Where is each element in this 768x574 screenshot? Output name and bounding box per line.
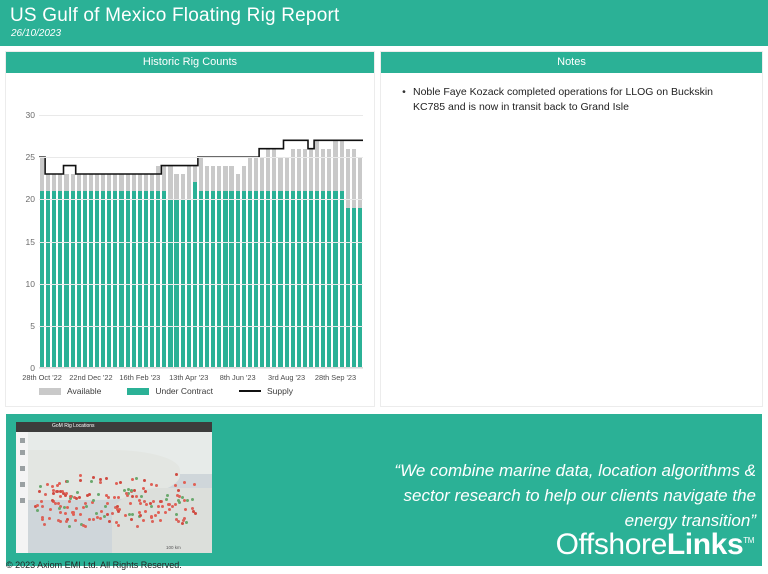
brand-tm: TM bbox=[743, 536, 754, 545]
map-scale-label: 100 km bbox=[166, 545, 181, 550]
y-axis-tick-label: 25 bbox=[25, 152, 35, 163]
map-rig-marker bbox=[107, 496, 110, 499]
map-rig-marker bbox=[68, 500, 71, 503]
map-rig-marker bbox=[175, 513, 178, 516]
map-rig-marker bbox=[150, 483, 153, 486]
map-rig-marker bbox=[75, 497, 78, 500]
map-rig-marker bbox=[178, 501, 181, 504]
legend-swatch-available bbox=[39, 388, 61, 395]
gridline bbox=[39, 284, 363, 285]
map-tool-sidebar[interactable] bbox=[16, 432, 28, 553]
map-rig-marker bbox=[99, 517, 102, 520]
map-rig-marker bbox=[138, 499, 141, 502]
map-rig-marker bbox=[59, 520, 62, 523]
map-rig-marker bbox=[130, 518, 133, 521]
y-axis-tick-label: 15 bbox=[25, 236, 35, 247]
map-rig-marker bbox=[186, 499, 189, 502]
copyright-text: © 2023 Axiom EMI Ltd. All Rights Reserved. bbox=[6, 560, 182, 570]
map-rig-marker bbox=[56, 490, 59, 493]
map-rig-marker bbox=[59, 490, 62, 493]
x-axis-tick-label: 16th Feb '23 bbox=[119, 373, 161, 382]
legend-label: Under Contract bbox=[155, 386, 213, 396]
map-rig-marker bbox=[119, 481, 122, 484]
map-rig-marker bbox=[57, 502, 60, 505]
map-rig-marker bbox=[129, 502, 132, 505]
map-rig-marker bbox=[64, 494, 67, 497]
map-measure-icon[interactable] bbox=[20, 482, 25, 487]
map-rig-marker bbox=[185, 521, 188, 524]
map-rig-marker bbox=[174, 503, 177, 506]
footer-band bbox=[6, 414, 762, 566]
brand-second-word: Links bbox=[666, 528, 744, 561]
gridline bbox=[39, 326, 363, 327]
x-axis-tick-label: 3rd Aug '23 bbox=[267, 373, 306, 382]
map-rig-marker bbox=[46, 483, 49, 486]
map-rig-marker bbox=[177, 520, 180, 523]
y-axis-tick-label: 0 bbox=[30, 363, 35, 373]
x-axis-tick-label: 8th Jun '23 bbox=[219, 373, 256, 382]
gridline bbox=[39, 157, 363, 158]
note-item bbox=[395, 85, 748, 115]
map-rig-marker bbox=[105, 477, 108, 480]
map-rig-marker bbox=[161, 505, 164, 508]
map-rig-marker bbox=[76, 491, 79, 494]
map-rig-marker bbox=[194, 512, 197, 515]
map-rig-marker bbox=[108, 520, 111, 523]
x-axis-tick-label: 28th Oct '22 bbox=[22, 373, 62, 382]
map-rig-marker bbox=[36, 509, 39, 512]
map-toolbar bbox=[16, 422, 212, 432]
map-rig-marker bbox=[175, 473, 178, 476]
map-rig-marker bbox=[144, 490, 147, 493]
notes-panel-header: Notes bbox=[381, 52, 762, 73]
map-rig-marker bbox=[65, 520, 68, 523]
company-quote: “We combine marine data, location algorithms & sector research to help our clients navigate the energy transition” bbox=[394, 461, 756, 530]
x-axis-tick-label: 22nd Dec '22 bbox=[69, 373, 113, 382]
page-title: US Gulf of Mexico Floating Rig Report bbox=[10, 5, 340, 26]
chart-legend bbox=[39, 383, 363, 399]
gridline bbox=[39, 242, 363, 243]
historic-rig-counts-panel bbox=[6, 52, 374, 406]
map-rig-marker bbox=[131, 495, 134, 498]
page-header bbox=[0, 0, 768, 46]
chart-plot bbox=[39, 115, 363, 368]
legend-swatch-supply bbox=[239, 390, 261, 392]
legend-item[interactable] bbox=[239, 386, 293, 396]
notes-list bbox=[381, 73, 762, 115]
map-rig-marker bbox=[44, 493, 47, 496]
map-rig-marker bbox=[136, 525, 139, 528]
map-rig-marker bbox=[135, 477, 138, 480]
y-axis-tick-label: 5 bbox=[30, 320, 35, 331]
map-rig-marker bbox=[168, 508, 171, 511]
map-rig-marker bbox=[133, 489, 136, 492]
map-rig-marker bbox=[164, 511, 167, 514]
legend-item[interactable] bbox=[127, 386, 213, 396]
map-rig-marker bbox=[99, 481, 102, 484]
map-layers-icon[interactable] bbox=[20, 466, 25, 471]
gridline bbox=[39, 368, 363, 369]
map-rig-marker bbox=[167, 503, 170, 506]
map-rig-marker bbox=[117, 524, 120, 527]
gridline bbox=[39, 199, 363, 200]
map-rig-marker bbox=[182, 519, 185, 522]
y-axis-tick-label: 20 bbox=[25, 194, 35, 205]
map-rig-marker bbox=[159, 519, 162, 522]
map-rig-marker bbox=[174, 484, 177, 487]
x-axis-tick-label: 28th Sep '23 bbox=[314, 373, 357, 382]
offshorelinks-logo bbox=[556, 528, 754, 562]
map-rig-marker bbox=[41, 505, 44, 508]
map-rig-marker bbox=[48, 517, 51, 520]
x-axis-tick-label: 13th Apr '23 bbox=[169, 373, 209, 382]
brand-first-word: Offshore bbox=[555, 528, 667, 561]
map-rig-marker bbox=[78, 496, 81, 499]
legend-label: Supply bbox=[266, 386, 293, 396]
y-axis-tick-label: 30 bbox=[25, 110, 35, 120]
notes-panel bbox=[381, 52, 762, 406]
legend-item[interactable] bbox=[39, 386, 101, 396]
chart-area bbox=[6, 73, 374, 406]
map-rig-marker bbox=[116, 505, 119, 508]
map-rig-marker bbox=[117, 510, 120, 513]
gom-rig-location-map[interactable] bbox=[16, 422, 212, 553]
map-rig-marker bbox=[97, 493, 100, 496]
map-rig-marker bbox=[131, 513, 134, 516]
map-rig-marker bbox=[150, 516, 153, 519]
report-date: 26/10/2023 bbox=[11, 28, 62, 39]
map-rig-marker bbox=[106, 513, 109, 516]
note-text: Noble Faye Kozack completed operations for LLOG on Buckskin KC785 and is now in transit back to Grand Isle bbox=[413, 86, 713, 113]
map-rig-marker bbox=[155, 484, 158, 487]
map-rig-marker bbox=[125, 492, 128, 495]
chart-panel-header: Historic Rig Counts bbox=[6, 52, 374, 73]
y-axis-tick-label: 10 bbox=[25, 278, 35, 289]
map-search-icon[interactable] bbox=[20, 498, 25, 503]
map-rig-marker bbox=[59, 511, 62, 514]
map-rig-marker bbox=[88, 518, 91, 521]
map-rig-marker bbox=[58, 507, 61, 510]
map-rig-marker bbox=[40, 500, 43, 503]
map-rig-marker bbox=[154, 514, 157, 517]
map-rig-marker bbox=[181, 522, 184, 525]
map-rig-marker bbox=[36, 504, 39, 507]
map-zoom-out-icon[interactable] bbox=[20, 450, 25, 455]
map-zoom-in-icon[interactable] bbox=[20, 438, 25, 443]
map-rig-marker bbox=[157, 505, 160, 508]
map-rig-marker bbox=[159, 500, 162, 503]
legend-swatch-contract bbox=[127, 388, 149, 395]
legend-label: Available bbox=[67, 386, 102, 396]
map-landmass-south bbox=[112, 488, 212, 553]
map-rig-marker bbox=[150, 505, 153, 508]
map-rig-marker bbox=[157, 511, 160, 514]
bullet-icon: • bbox=[402, 86, 406, 98]
map-rig-marker bbox=[74, 519, 77, 522]
map-rig-marker bbox=[113, 496, 116, 499]
map-rig-marker bbox=[183, 481, 186, 484]
gridline bbox=[39, 115, 363, 116]
map-rig-marker bbox=[117, 496, 120, 499]
map-title: GoM Rig Locations bbox=[52, 423, 95, 429]
map-rig-marker bbox=[58, 482, 61, 485]
map-rig-marker bbox=[79, 474, 82, 477]
map-rig-marker bbox=[59, 495, 62, 498]
map-rig-marker bbox=[41, 518, 44, 521]
map-rig-marker bbox=[184, 508, 187, 511]
map-rig-marker bbox=[68, 525, 71, 528]
map-rig-marker bbox=[66, 480, 69, 483]
